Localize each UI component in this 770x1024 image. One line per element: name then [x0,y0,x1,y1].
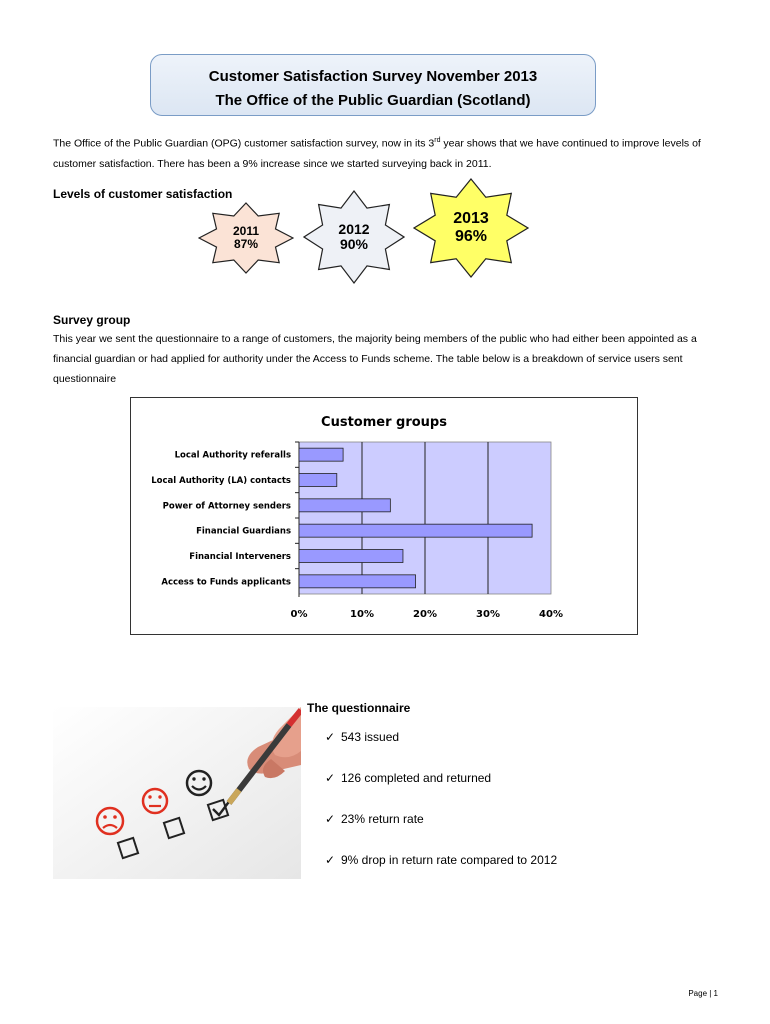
intro-superscript: rd [434,137,441,144]
bar [299,575,416,588]
bar [299,499,390,512]
list-item: ✓ 23% return rate [325,812,424,826]
category-label: Access to Funds applicants [161,577,291,588]
check-icon: ✓ [325,771,336,785]
star-2011-label [198,202,294,274]
x-tick-label: 30% [476,609,500,620]
intro-paragraph [53,131,713,174]
questionnaire-list [325,730,557,894]
intro-text-2: year shows that we have continued to improve levels of customer satisfaction. There has been a 9% increase since we started surveying back in 2011. [53,137,701,170]
list-item: ✓ 9% drop in return rate compared to 2012 [325,853,558,867]
star-2012-label [303,190,405,284]
star-2013 [413,178,529,278]
star-value: 87% [233,237,259,251]
survey-group-text: This year we sent the questionnaire to a range of customers, the majority being members of the public who had either been appointed as a financial guardian or had applied for authority under the Access to Funds scheme. The table below is a breakdown of service users sent questionnaire [53,333,697,385]
x-tick-label: 20% [413,609,437,620]
category-label: Power of Attorney senders [162,501,291,512]
category-label: Financial Guardians [196,526,291,537]
questionnaire-heading: The questionnaire [307,701,411,715]
x-tick-label: 10% [350,609,374,620]
list-item: ✓ 126 completed and returned [325,771,492,785]
title-box [150,54,596,116]
x-tick-label: 0% [290,609,308,620]
check-icon: ✓ [325,853,336,867]
category-label: Financial Interveners [189,552,291,562]
check-icon: ✓ [325,730,336,744]
chart-canvas [131,398,637,634]
bar [299,524,532,537]
document-title: Customer Satisfaction Survey November 2013 [208,68,538,85]
star-2013-label [413,178,529,278]
category-label: Local Authority (LA) contacts [151,476,291,486]
survey-group-heading: Survey group [53,313,131,327]
star-year: 2013 [453,210,489,228]
chart-title: Customer groups [321,415,447,430]
satisfaction-heading: Levels of customer satisfaction [53,187,233,201]
intro-text-1: The Office of the Public Guardian (OPG) customer satisfaction survey, now in its 3 [53,137,435,150]
category-label: Local Authority referalls [174,450,291,461]
list-item: ✓ 543 issued [325,730,400,744]
customer-groups-chart [130,397,638,635]
star-value: 90% [339,236,369,252]
star-year: 2011 [232,223,260,238]
check-icon: ✓ [325,812,336,826]
bar [299,474,337,487]
x-tick-label: 40% [539,609,563,620]
star-2012 [303,190,405,284]
star-year: 2012 [338,220,370,237]
page-number: Page | 1 [688,989,718,998]
bar [299,448,343,461]
document-subtitle: The Office of the Public Guardian (Scotland) [215,92,531,109]
bar [299,550,403,563]
star-2011 [198,202,294,274]
star-value: 96% [454,228,488,245]
questionnaire-illustration [53,707,301,879]
